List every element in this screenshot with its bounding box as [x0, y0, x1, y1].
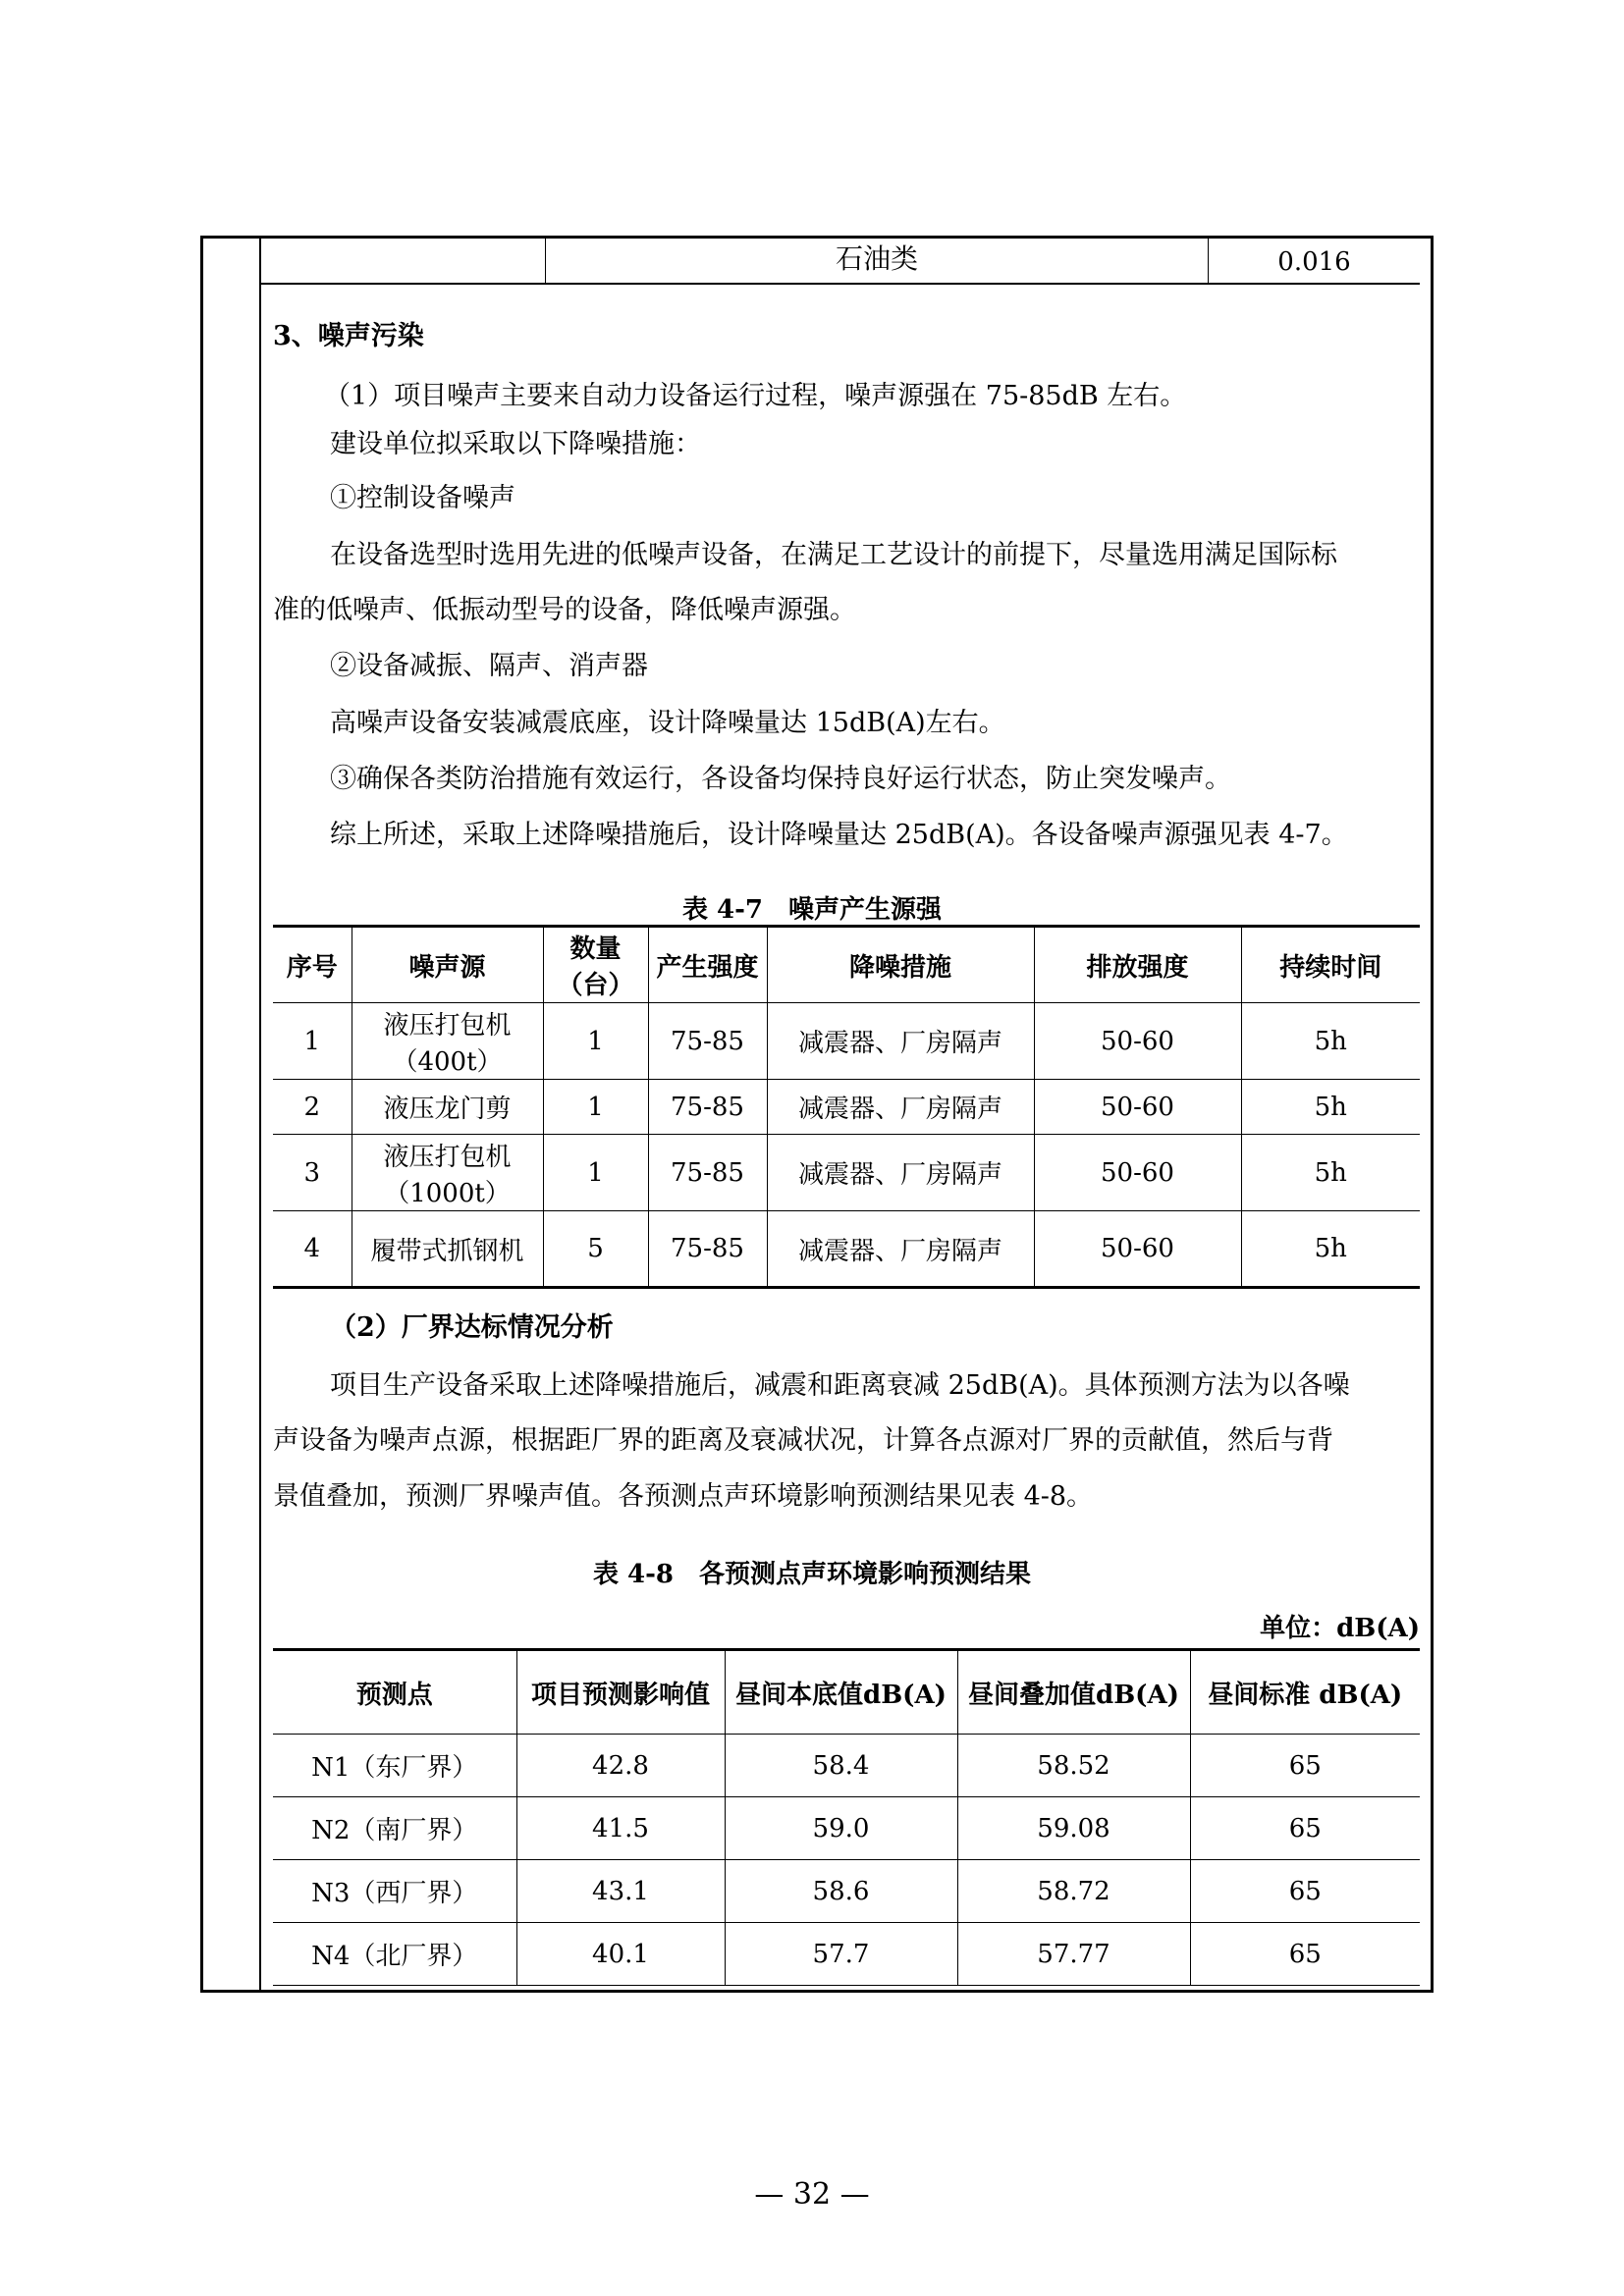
table-cell: 2: [273, 1080, 352, 1135]
table-cell: 50-60: [1034, 1003, 1241, 1080]
table-cell: 58.52: [957, 1735, 1190, 1797]
paragraph: 项目生产设备采取上述降噪措施后，减震和距离衰减 25dB(A)。具体预测方法为以各噪: [330, 1370, 1350, 1401]
table-cell: 57.77: [957, 1923, 1190, 1986]
table-cell: 1: [273, 1003, 352, 1080]
top-row-value: 0.016: [1209, 236, 1420, 285]
header-cell: 降噪措施: [767, 927, 1034, 1003]
paragraph: （1）项目噪声主要来自动力设备运行过程，噪声源强在 75-85dB 左右。: [324, 381, 1187, 411]
table-4-7-caption: 表 4-7 噪声产生源强: [681, 895, 943, 925]
prediction-results-table: [273, 1648, 1420, 1986]
table-row: [273, 1135, 1420, 1211]
table-cell: 43.1: [516, 1860, 725, 1923]
table-4-8-caption: 表 4-8 各预测点声环境影响预测结果: [592, 1560, 1032, 1589]
table-cell: 58.72: [957, 1860, 1190, 1923]
paragraph: 高噪声设备安装减震底座，设计降噪量达 15dB(A)左右。: [330, 708, 1005, 738]
table-cell: 3: [273, 1135, 352, 1211]
paragraph: 综上所述，采取上述降噪措施后，设计降噪量达 25dB(A)。各设备噪声源强见表 4-7。: [330, 820, 1348, 850]
header-cell: 昼间本底值dB(A): [725, 1650, 957, 1735]
table-row: [273, 1003, 1420, 1080]
table-cell: 5h: [1241, 1003, 1420, 1080]
table-cell: 41.5: [516, 1797, 725, 1860]
table-cell: 65: [1190, 1797, 1420, 1860]
table-row: [273, 1080, 1420, 1135]
table-cell: 75-85: [648, 1211, 767, 1288]
table-cell: 57.7: [725, 1923, 957, 1986]
header-cell: 昼间标准 dB(A): [1190, 1650, 1420, 1735]
table-cell: N2（南厂界）: [273, 1797, 516, 1860]
table-cell: 58.4: [725, 1735, 957, 1797]
table-cell: 1: [543, 1003, 648, 1080]
table-cell: 减震器、厂房隔声: [767, 1080, 1034, 1135]
table-cell: 液压龙门剪: [352, 1080, 543, 1135]
header-cell: 产生强度: [648, 927, 767, 1003]
table-cell: 59.08: [957, 1797, 1190, 1860]
table-cell: 65: [1190, 1923, 1420, 1986]
table-cell: 50-60: [1034, 1211, 1241, 1288]
subsection-title: （2）厂界达标情况分析: [330, 1312, 614, 1343]
table-cell: 1: [543, 1135, 648, 1211]
table-row: [273, 1860, 1420, 1923]
table-cell: 履带式抓钢机: [352, 1211, 543, 1288]
table-cell: 5h: [1241, 1080, 1420, 1135]
table-cell: 65: [1190, 1735, 1420, 1797]
table-row: [273, 1923, 1420, 1986]
table-cell: 1: [543, 1080, 648, 1135]
table-row: [273, 1797, 1420, 1860]
page-number: — 32 —: [754, 2177, 870, 2212]
header-cell: 序号: [273, 927, 352, 1003]
paragraph: 建设单位拟采取以下降噪措施：: [330, 429, 701, 459]
table-cell: 42.8: [516, 1735, 725, 1797]
table-cell: 减震器、厂房隔声: [767, 1135, 1034, 1211]
table-cell: N4（北厂界）: [273, 1923, 516, 1986]
header-cell: 数量（台）: [543, 927, 648, 1003]
table-row: [273, 1211, 1420, 1288]
table-cell: 4: [273, 1211, 352, 1288]
top-row-item: 石油类: [546, 236, 1209, 285]
table-cell: 液压打包机（400t）: [352, 1003, 543, 1080]
table-cell: 50-60: [1034, 1080, 1241, 1135]
table-cell: 5: [543, 1211, 648, 1288]
header-cell: 持续时间: [1241, 927, 1420, 1003]
table-cell: 5h: [1241, 1211, 1420, 1288]
table-row: [273, 1735, 1420, 1797]
paragraph: ③确保各类防治措施有效运行，各设备均保持良好运行状态，防止突发噪声。: [330, 764, 1231, 794]
paragraph: 准的低噪声、低振动型号的设备，降低噪声源强。: [273, 595, 856, 625]
table-cell: 75-85: [648, 1135, 767, 1211]
paragraph: ②设备减振、隔声、消声器: [330, 651, 648, 681]
paragraph: 在设备选型时选用先进的低噪声设备，在满足工艺设计的前提下，尽量选用满足国际标: [330, 540, 1337, 570]
noise-source-table: [273, 925, 1420, 1289]
table-cell: 59.0: [725, 1797, 957, 1860]
table-header-row: [273, 1650, 1420, 1735]
paragraph: 景值叠加，预测厂界噪声值。各预测点声环境影响预测结果见表 4-8。: [273, 1481, 1094, 1512]
header-cell: 昼间叠加值dB(A): [957, 1650, 1190, 1735]
section-title: 3、噪声污染: [273, 321, 424, 351]
table-cell: 50-60: [1034, 1135, 1241, 1211]
table-cell: 75-85: [648, 1080, 767, 1135]
table-cell: 58.6: [725, 1860, 957, 1923]
table-cell: 40.1: [516, 1923, 725, 1986]
header-cell: 项目预测影响值: [516, 1650, 725, 1735]
top-table-row: [261, 236, 1420, 288]
table-cell: 65: [1190, 1860, 1420, 1923]
paragraph: 声设备为噪声点源，根据距厂界的距离及衰减状况，计算各点源对厂界的贡献值，然后与背: [273, 1425, 1333, 1456]
table-cell: 液压打包机（1000t）: [352, 1135, 543, 1211]
table-cell: 减震器、厂房隔声: [767, 1003, 1034, 1080]
table-cell: 75-85: [648, 1003, 767, 1080]
top-row-blank-cell: [261, 236, 546, 285]
header-cell: 排放强度: [1034, 927, 1241, 1003]
table-cell: 5h: [1241, 1135, 1420, 1211]
table-cell: N3（西厂界）: [273, 1860, 516, 1923]
table-header-row: [273, 927, 1420, 1003]
table-cell: N1（东厂界）: [273, 1735, 516, 1797]
table-cell: 减震器、厂房隔声: [767, 1211, 1034, 1288]
unit-label: 单位：dB(A): [1260, 1614, 1420, 1643]
left-column: [200, 236, 261, 1993]
paragraph: ①控制设备噪声: [330, 483, 515, 513]
header-cell: 噪声源: [352, 927, 543, 1003]
header-cell: 预测点: [273, 1650, 516, 1735]
